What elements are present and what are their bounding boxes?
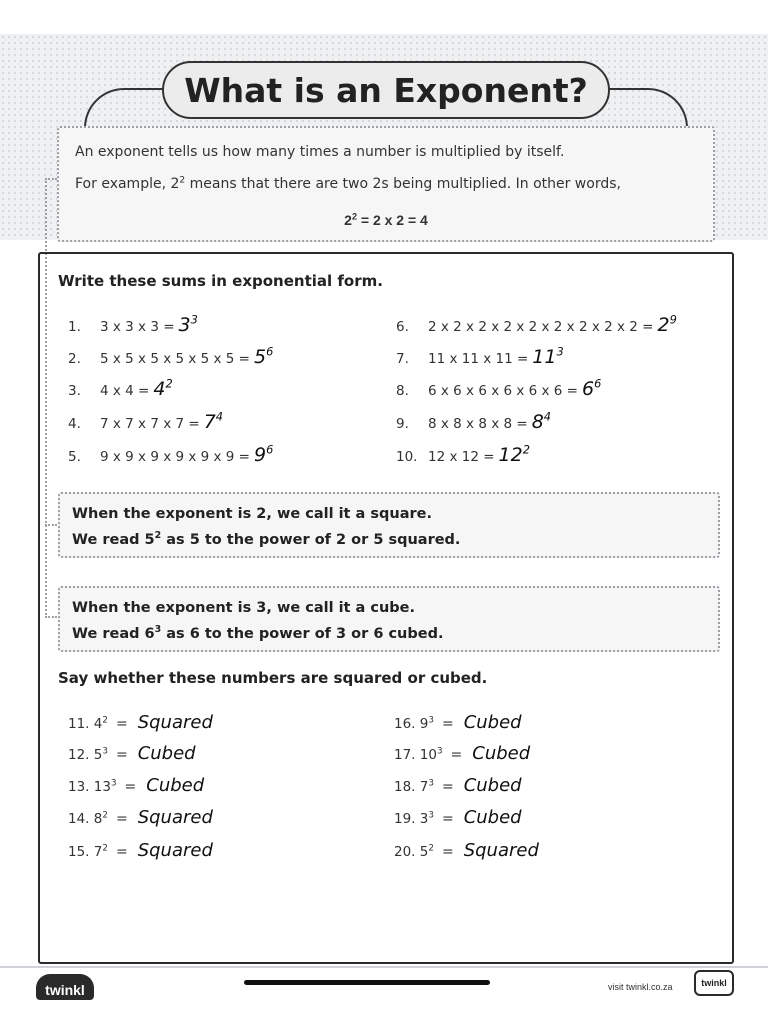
square-cube-question — [394, 807, 522, 828]
equals-sign: = — [115, 747, 128, 763]
square-cube-question — [394, 712, 522, 733]
cube-line-2 — [72, 626, 443, 642]
answer-base: 3 — [178, 314, 191, 336]
title-banner — [162, 61, 610, 119]
question-number: 16. — [394, 716, 416, 732]
question-number: 15. — [68, 844, 90, 860]
intro-box — [57, 126, 715, 242]
handwritten-answer — [532, 411, 551, 433]
square-line-2 — [72, 532, 460, 548]
question-base: 10 — [419, 747, 437, 763]
question-expression: 8 x 8 x 8 x 8 = — [428, 416, 528, 432]
square-cube-question — [68, 807, 213, 828]
question-exponent: 3 — [428, 810, 434, 821]
question-expression: 3 x 3 x 3 = — [100, 319, 175, 335]
answer-base: 11 — [532, 346, 557, 368]
exponent-question — [396, 378, 601, 400]
equals-sign: = — [441, 811, 454, 827]
answer-base: 6 — [582, 378, 595, 400]
equals-sign: = — [441, 844, 454, 860]
question-number: 19. — [394, 811, 416, 827]
handwritten-answer: Cubed — [146, 775, 205, 796]
question-number: 12. — [68, 747, 90, 763]
cube-line-2-suffix: as 6 to the power of 3 or 6 cubed. — [161, 626, 444, 642]
answer-base: 5 — [254, 346, 267, 368]
intro-line-2 — [75, 176, 621, 192]
intro-line-2-exponent: 2 — [179, 175, 186, 186]
page-title: What is an Exponent? — [184, 70, 588, 110]
answer-base: 9 — [254, 444, 267, 466]
question-number: 2. — [68, 351, 81, 367]
twinkl-badge: twinkl — [694, 970, 734, 996]
square-cube-question — [394, 775, 522, 796]
question-base: 7 — [419, 779, 429, 795]
exponent-question — [396, 411, 551, 433]
handwritten-answer: Squared — [463, 840, 539, 861]
home-indicator[interactable] — [244, 980, 490, 985]
cube-line-2-prefix: We read 6 — [72, 626, 155, 642]
question-expression: 12 x 12 = — [428, 449, 495, 465]
handwritten-answer — [532, 346, 563, 368]
question-expression: 9 x 9 x 9 x 9 x 9 x 9 = — [100, 449, 250, 465]
square-cube-question — [68, 775, 204, 796]
square-cube-question — [68, 712, 213, 733]
cube-info-box — [58, 586, 720, 652]
square-cube-question — [68, 743, 196, 764]
question-number: 5. — [68, 449, 81, 465]
question-expression: 2 x 2 x 2 x 2 x 2 x 2 x 2 x 2 x 2 = — [428, 319, 654, 335]
square-line-1: When the exponent is 2, we call it a square. — [72, 506, 432, 522]
handwritten-answer — [657, 314, 676, 336]
equals-sign: = — [124, 779, 137, 795]
question-base: 4 — [93, 716, 103, 732]
equals-sign: = — [115, 716, 128, 732]
question-number: 9. — [396, 416, 409, 432]
question-exponent: 2 — [102, 810, 108, 821]
answer-exponent: 2 — [522, 442, 530, 457]
question-number: 4. — [68, 416, 81, 432]
answer-base: 2 — [657, 314, 670, 336]
visit-link[interactable]: visit twinkl.co.za — [608, 982, 673, 992]
question-exponent: 2 — [102, 715, 108, 726]
question-number: 7. — [396, 351, 409, 367]
answer-base: 7 — [203, 411, 216, 433]
question-expression: 7 x 7 x 7 x 7 = — [100, 416, 200, 432]
twinkl-logo: twinkl — [36, 974, 94, 1000]
question-base: 7 — [93, 844, 103, 860]
question-number: 8. — [396, 383, 409, 399]
question-expression: 6 x 6 x 6 x 6 x 6 x 6 = — [428, 383, 578, 399]
intro-line-2-suffix: means that there are two 2s being multiplied. In other words, — [185, 176, 621, 192]
question-exponent: 3 — [102, 746, 108, 757]
question-number: 20. — [394, 844, 416, 860]
question-number: 6. — [396, 319, 409, 335]
intro-line-1: An exponent tells us how many times a number is multiplied by itself. — [75, 144, 565, 160]
equals-sign: = — [115, 844, 128, 860]
section2-heading: Say whether these numbers are squared or cubed. — [58, 669, 488, 687]
question-base: 13 — [93, 779, 111, 795]
answer-exponent: 6 — [594, 376, 602, 391]
square-line-2-suffix: as 5 to the power of 2 or 5 squared. — [161, 532, 461, 548]
footer-divider — [0, 966, 768, 968]
exponent-question — [68, 444, 273, 466]
handwritten-answer: Squared — [137, 840, 213, 861]
equals-sign: = — [441, 716, 454, 732]
question-number: 11. — [68, 716, 90, 732]
question-expression: 5 x 5 x 5 x 5 x 5 x 5 = — [100, 351, 250, 367]
question-exponent: 2 — [428, 843, 434, 854]
question-number: 3. — [68, 383, 81, 399]
question-exponent: 3 — [436, 746, 443, 757]
question-exponent: 3 — [110, 778, 117, 789]
intro-eq-base: 2 — [344, 212, 352, 228]
question-base: 5 — [419, 844, 429, 860]
handwritten-answer — [582, 378, 601, 400]
handwritten-answer — [179, 314, 198, 336]
exponent-question — [396, 444, 530, 466]
intro-eq-rest: = 2 x 2 = 4 — [357, 212, 428, 228]
handwritten-answer: Squared — [137, 807, 213, 828]
answer-exponent: 6 — [266, 344, 274, 359]
question-base: 8 — [93, 811, 103, 827]
handwritten-answer: Cubed — [463, 712, 522, 733]
answer-exponent: 3 — [190, 312, 198, 327]
handwritten-answer: Cubed — [137, 743, 196, 764]
answer-exponent: 4 — [543, 409, 552, 424]
question-expression: 11 x 11 x 11 = — [428, 351, 529, 367]
answer-base: 8 — [531, 411, 544, 433]
answer-exponent: 4 — [215, 409, 224, 424]
handwritten-answer: Cubed — [463, 807, 522, 828]
answer-base: 4 — [153, 378, 166, 400]
cube-line-2-exponent: 3 — [154, 624, 162, 636]
question-number: 18. — [394, 779, 416, 795]
equals-sign: = — [441, 779, 454, 795]
question-number: 17. — [394, 747, 416, 763]
handwritten-answer — [153, 378, 172, 400]
square-info-box — [58, 492, 720, 558]
handwritten-answer: Cubed — [472, 743, 531, 764]
question-number: 1. — [68, 319, 81, 335]
intro-equation — [59, 212, 713, 228]
square-line-2-exponent: 2 — [154, 530, 162, 542]
question-number: 14. — [68, 811, 90, 827]
question-base: 5 — [93, 747, 103, 763]
answer-exponent: 2 — [165, 376, 173, 391]
exponent-question — [396, 346, 564, 368]
exponent-question — [68, 378, 173, 400]
square-cube-question — [394, 743, 530, 764]
question-exponent: 3 — [428, 778, 434, 789]
status-bar — [0, 0, 768, 34]
question-exponent: 2 — [102, 843, 108, 854]
equals-sign: = — [450, 747, 463, 763]
answer-exponent: 3 — [556, 344, 564, 359]
question-base: 3 — [419, 811, 429, 827]
handwritten-answer — [204, 411, 223, 433]
square-line-2-prefix: We read 5 — [72, 532, 155, 548]
answer-exponent: 6 — [266, 442, 274, 457]
question-base: 9 — [419, 716, 429, 732]
intro-eq-exponent: 2 — [351, 211, 357, 222]
handwritten-answer: Cubed — [463, 775, 522, 796]
connector-tick — [45, 178, 57, 180]
question-number: 13. — [68, 779, 90, 795]
exponent-question — [396, 314, 677, 336]
exponent-question — [68, 411, 223, 433]
exponent-question — [68, 314, 198, 336]
question-exponent: 3 — [428, 715, 434, 726]
exponent-question — [68, 346, 273, 368]
question-expression: 4 x 4 = — [100, 383, 150, 399]
section1-heading: Write these sums in exponential form. — [58, 272, 383, 290]
handwritten-answer — [499, 444, 530, 466]
square-cube-question — [68, 840, 213, 861]
answer-exponent: 9 — [669, 312, 677, 327]
question-number: 10. — [396, 449, 418, 465]
handwritten-answer — [254, 444, 273, 466]
cube-line-1: When the exponent is 3, we call it a cube. — [72, 600, 416, 616]
answer-base: 12 — [498, 444, 523, 466]
square-cube-question — [394, 840, 539, 861]
handwritten-answer: Squared — [137, 712, 213, 733]
equals-sign: = — [115, 811, 128, 827]
handwritten-answer — [254, 346, 273, 368]
intro-line-2-prefix: For example, 2 — [75, 176, 180, 192]
